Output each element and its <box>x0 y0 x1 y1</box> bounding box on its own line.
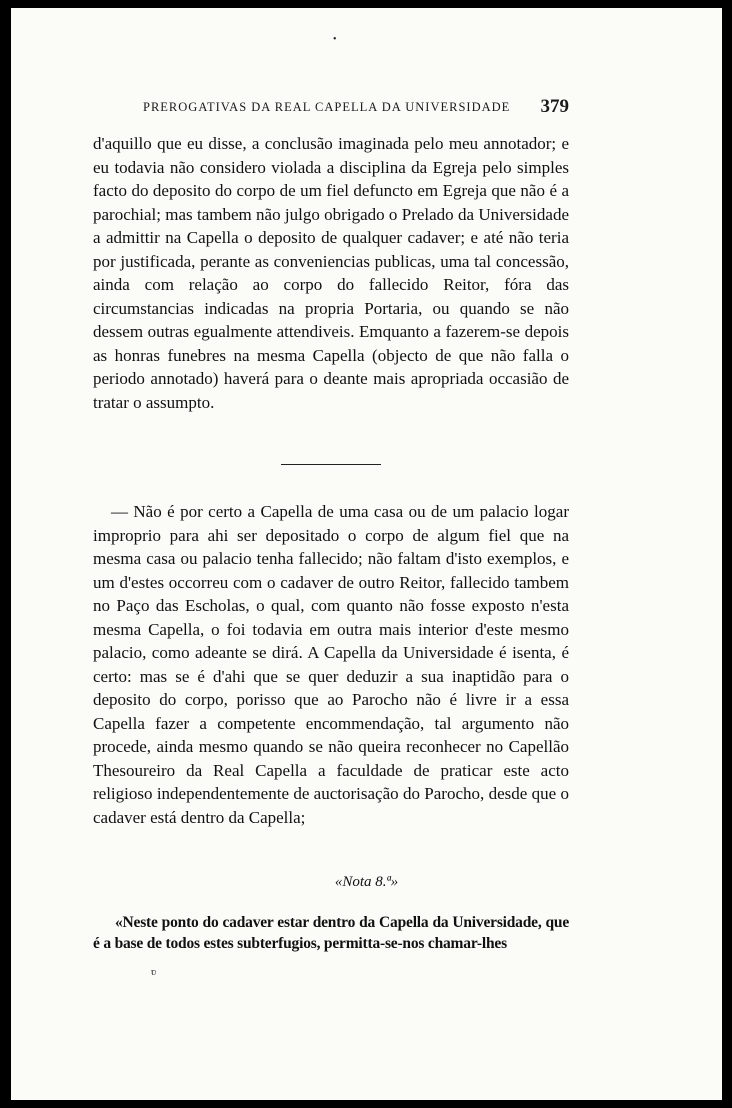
top-mark: • <box>333 34 337 45</box>
book-page <box>11 8 722 1100</box>
note-paragraph <box>93 912 569 954</box>
header-title: PREROGATIVAS DA REAL CAPELLA DA UNIVERSIDADE <box>143 100 511 114</box>
note-heading: «Nota 8.ª» <box>334 874 399 890</box>
paragraph-2 <box>93 500 569 829</box>
paragraph-1-text: d'aquillo que eu disse, a conclusão imaginada pelo meu annotador; e eu todavia não considero violada a disciplina da Egreja pelo simples facto do deposito do corpo de um fiel defuncto em Egreja que não é a parochial; mas tambem não julgo obrigado o Prelado da Universidade a admittir na Capella o deposito de qualquer cadaver; e até não teria por justificada, perante as conveniencias publicas, uma tal concessão, ainda com relação ao corpo do fallecido Reitor, fóra das circumstancias indicadas na propria Portaria, ou quando se não dessem outras egualmente attendiveis. Emquanto a fazerem-se depois as honras funebres na mesma Capella (objecto de que não falla o periodo annotado) haverá para o deante mais apropriada occasião de tratar o assumpto. <box>93 134 569 412</box>
paragraph-1 <box>93 132 569 414</box>
bottom-mark: ʋ <box>151 966 157 978</box>
paragraph-2-text: — Não é por certo a Capella de uma casa ou de um palacio logar improprio para ahi ser depositado o corpo de algum fiel que na mesma casa ou palacio tenha fallecido; não faltam d'isto exemplos, e um d'estes occorreu com o cadaver de outro Reitor, fallecido tambem no Paço das Escholas, o qual, com quanto não fosse exposto n'esta mesma Capella, o foi todavia em outra mais interior d'este mesmo palacio, como adeante se dirá. A Capella da Universidade é isenta, é certo: mas se é d'ahi que se quer deduzir a sua inaptidão para o deposito do corpo, porisso que ao Parocho não é livre ir a essa Capella fazer a competente encommendação, tal argumento não procede, ainda mesmo quando se não queira reconhecer no Capellão Thesoureiro da Real Capella a faculdade de praticar este acto religioso independentemente de auctorisação do Parocho, desde que o cadaver está dentro da Capella; <box>93 502 569 827</box>
note-paragraph-text: «Neste ponto do cadaver estar dentro da Capella da Universidade, que é a base de todos estes subterfugios, permitta-se-nos chamar-lhes <box>93 914 569 952</box>
running-header <box>143 96 569 117</box>
page-number: 379 <box>540 96 569 117</box>
section-divider <box>281 464 381 465</box>
